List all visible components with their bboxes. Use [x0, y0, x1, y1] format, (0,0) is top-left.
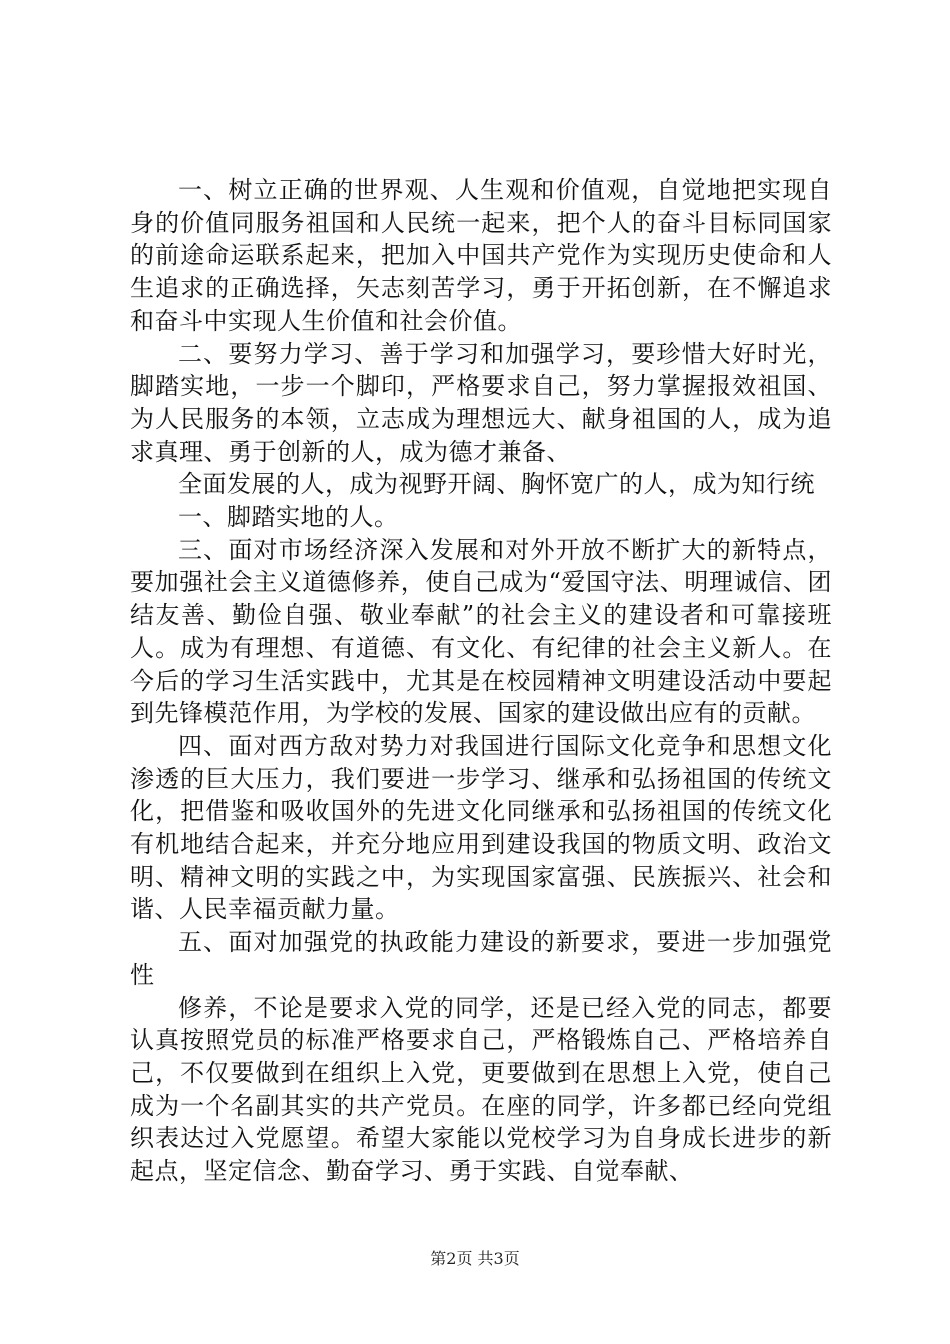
paragraph-2: 二、要努力学习、善于学习和加强学习，要珍惜大好时光，脚踏实地，一步一个脚印，严格要求自己，努力掌握报效祖国、为人民服务的本领，立志成为理想远大、献身祖国的人，成为追求真理、勇于创新的人，成为德才兼备、	[130, 339, 832, 466]
paragraph-4: 一、脚踏实地的人。	[178, 503, 399, 532]
paragraph-1: 一、树立正确的世界观、人生观和价值观，自觉地把实现自身的价值同服务祖国和人民统一起来，把个人的奋斗目标同国家的前途命运联系起来，把加入中国共产党作为实现历史使命和人生追求的正确选择，矢志刻苦学习，勇于开拓创新，在不懈追求和奋斗中实现人生价值和社会价值。	[130, 176, 832, 335]
paragraph-6: 四、面对西方敌对势力对我国进行国际文化竞争和思想文化渗透的巨大压力，我们要进一步学习、继承和弘扬祖国的传统文化，把借鉴和吸收国外的先进文化同继承和弘扬祖国的传统文化有机地结合起来，并充分地应用到建设我国的物质文明、政治文明、精神文明的实践之中，为实现国家富强、民族振兴、社会和谐、人民幸福贡献力量。	[130, 731, 832, 924]
page-footer	[0, 1246, 950, 1269]
paragraph-8: 修养，不论是要求入党的同学，还是已经入党的同志，都要认真按照党员的标准严格要求自己，严格锻炼自己、严格培养自己，不仅要做到在组织上入党，更要做到在思想上入党，使自己成为一个名副其实的共产党员。在座的同学，许多都已经向党组织表达过入党愿望。希望大家能以党校学习为自身成长进步的新起点，坚定信念、勤奋学习、勇于实践、自觉奉献、	[130, 993, 832, 1186]
paragraph-7: 五、面对加强党的执政能力建设的新要求，要进一步加强党性	[130, 928, 832, 989]
paragraph-5: 三、面对市场经济深入发展和对外开放不断扩大的新特点，要加强社会主义道德修养，使自己成为“爱国守法、明理诚信、团结友善、勤俭自强、敬业奉献”的社会主义的建设者和可靠接班人。成为有理想、有道德、有文化、有纪律的社会主义新人。在今后的学习生活实践中，尤其是在校园精神文明建设活动中要起到先锋模范作用，为学校的发展、国家的建设做出应有的贡献。	[130, 535, 832, 728]
document-body	[130, 174, 832, 1188]
paragraph-3: 全面发展的人，成为视野开阔、胸怀宽广的人，成为知行统	[178, 470, 815, 499]
page-number: 第2页 共3页	[430, 1249, 520, 1268]
